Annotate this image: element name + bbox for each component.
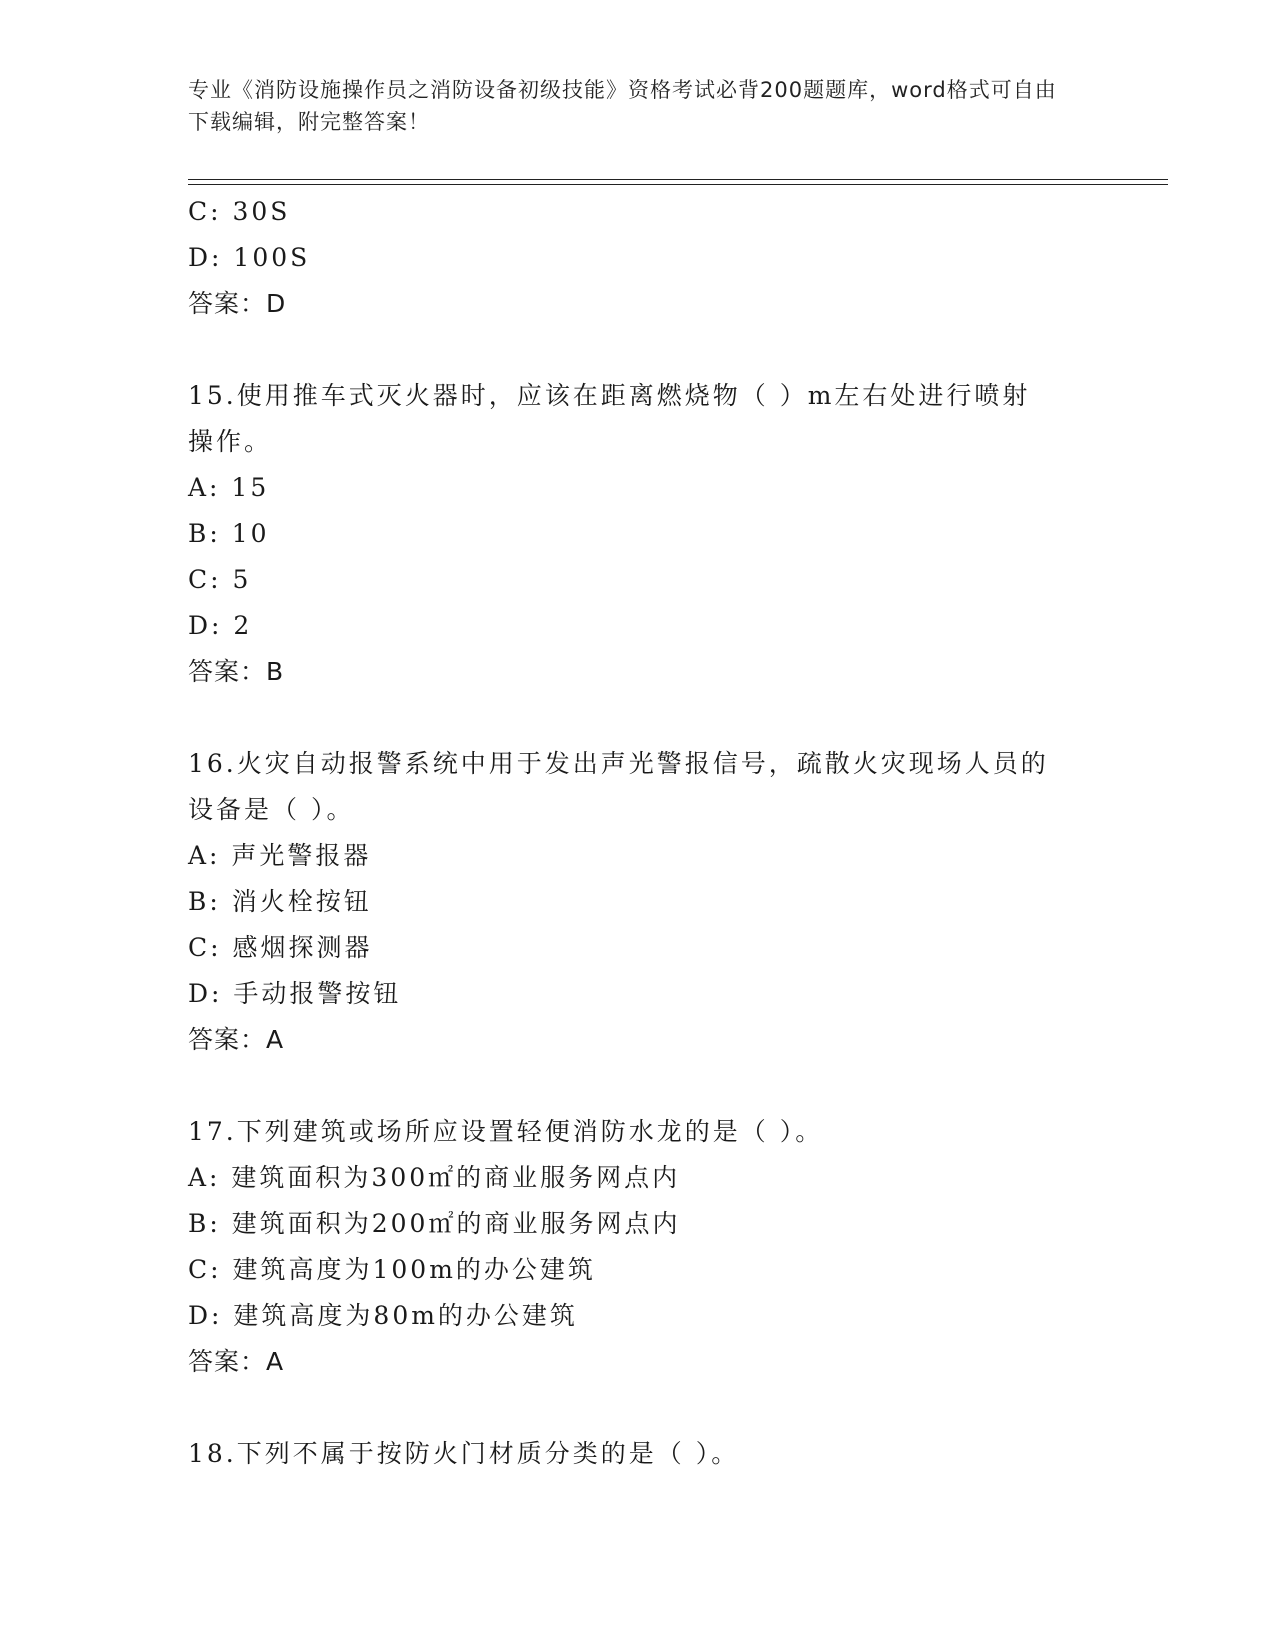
option-c: C: 建筑高度为100m的办公建筑: [188, 1255, 596, 1284]
answer-line: 答案：A: [188, 1347, 285, 1376]
question-17: [188, 1109, 1088, 1385]
document-header: 专业《消防设施操作员之消防设备初级技能》资格考试必背200题题库，word格式可自由下载编辑，附完整答案！: [188, 78, 1057, 134]
option-b: B: 消火栓按钮: [188, 887, 372, 916]
header-rule-top: [188, 179, 1168, 180]
previous-question-tail: [188, 189, 1088, 327]
question-16: [188, 741, 1088, 1063]
option-a: A: 15: [188, 473, 270, 502]
question-stem: 17.下列建筑或场所应设置轻便消防水龙的是（ ）。: [188, 1117, 824, 1146]
question-stem: 16.火灾自动报警系统中用于发出声光警报信号，疏散火灾现场人员的: [188, 749, 1049, 778]
option-a: A: 声光警报器: [188, 841, 372, 870]
question-stem: 18.下列不属于按防火门材质分类的是（ ）。: [188, 1439, 740, 1468]
question-stem-continued: 设备是（ ）。: [188, 795, 355, 824]
answer-line: 答案：A: [188, 1025, 285, 1054]
option-b: B: 建筑面积为200㎡的商业服务网点内: [188, 1209, 681, 1238]
question-stem-continued: 操作。: [188, 427, 273, 456]
option-d: D: 手动报警按钮: [188, 979, 402, 1008]
option-d: D: 100S: [188, 243, 311, 272]
option-d: D: 建筑高度为80m的办公建筑: [188, 1301, 578, 1330]
question-stem: 15.使用推车式灭火器时，应该在距离燃烧物（ ）m左右处进行喷射: [188, 381, 1031, 410]
question-content: [188, 189, 1088, 1477]
answer-line: 答案：B: [188, 657, 285, 686]
question-18: [188, 1431, 1088, 1477]
question-15: [188, 373, 1088, 695]
header-rule-bottom: [188, 184, 1168, 185]
option-a: A: 建筑面积为300㎡的商业服务网点内: [188, 1163, 681, 1192]
answer-line: 答案：D: [188, 289, 287, 318]
option-d: D: 2: [188, 611, 253, 640]
option-c: C: 感烟探测器: [188, 933, 373, 962]
option-c: C: 5: [188, 565, 252, 594]
option-b: B: 10: [188, 519, 270, 548]
option-c: C: 30S: [188, 197, 291, 226]
